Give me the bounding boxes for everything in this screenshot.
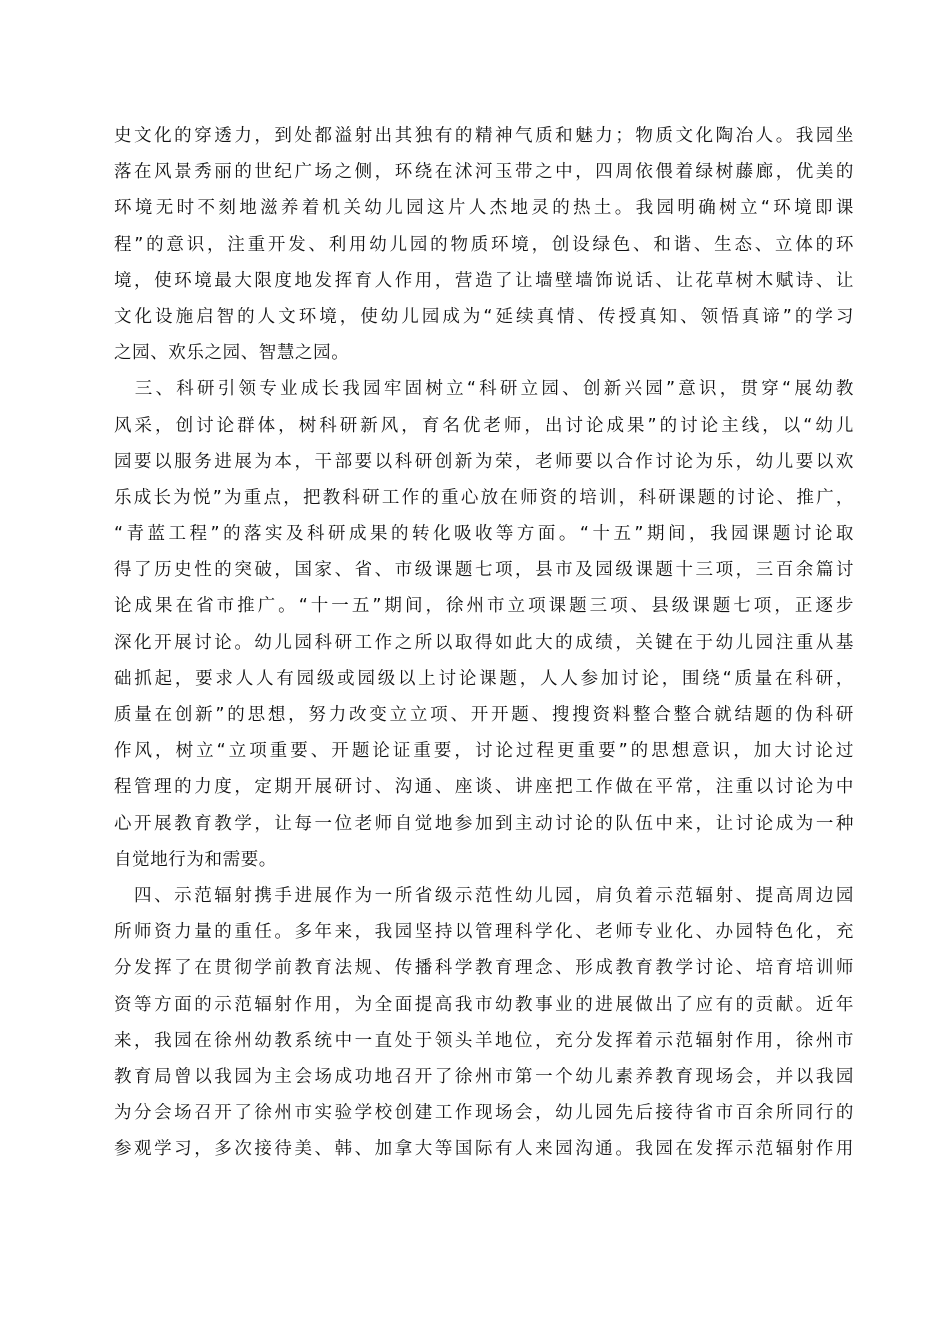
- paragraph-3: [114, 878, 854, 1168]
- text-line: 三、科研引领专业成长我园牢固树立“科研立园、创新兴园”意识，贯穿“展幼教: [114, 379, 854, 400]
- text-line: 自觉地行为和需要。: [114, 849, 277, 870]
- text-line: 程管理的力度，定期开展研讨、沟通、座谈、讲座把工作做在平常，注重以讨论为中: [114, 777, 854, 798]
- text-line: 所师资力量的重任。多年来，我园坚持以管理科学化、老师专业化、办园特色化，充: [114, 922, 854, 943]
- paragraph-2: [114, 371, 854, 878]
- text-line: 四、示范辐射携手进展作为一所省级示范性幼儿园，肩负着示范辐射、提高周边园: [114, 885, 854, 906]
- text-line: 乐成长为悦”为重点，把教科研工作的重心放在师资的培训，科研课题的讨论、推广，: [114, 487, 854, 508]
- text-line: 质量在创新”的思想，努力改变立立项、开开题、搜搜资料整合整合就结题的伪科研: [114, 705, 854, 725]
- text-line: 深化开展讨论。幼儿园科研工作之所以取得如此大的成绩，关键在于幼儿园注重从基: [114, 632, 854, 653]
- text-line: 础抓起，要求人人有园级或园级以上讨论课题，人人参加讨论，围绕“质量在科研，: [114, 668, 854, 689]
- text-line: 落在风景秀丽的世纪广场之侧，环绕在沭河玉带之中，四周依偎着绿树藤廊，优美的: [114, 162, 854, 183]
- text-line: 教育局曾以我园为主会场成功地召开了徐州市第一个幼儿素养教育现场会，并以我园: [114, 1066, 854, 1087]
- text-line: 分发挥了在贯彻学前教育法规、传播科学教育理念、形成教育教学讨论、培育培训师: [114, 958, 854, 979]
- text-line: 得了历史性的突破，国家、省、市级课题七项，县市及园级课题十三项，三百余篇讨: [114, 560, 854, 581]
- text-line: 参观学习，多次接待美、韩、加拿大等国际有人来园沟通。我园在发挥示范辐射作用: [114, 1139, 854, 1160]
- text-line: 环境无时不刻地滋养着机关幼儿园这片人杰地灵的热土。我园明确树立“环境即课: [114, 198, 854, 219]
- text-line: 来，我园在徐州幼教系统中一直处于领头羊地位，充分发挥着示范辐射作用，徐州市: [114, 1030, 854, 1051]
- text-line: 之园、欢乐之园、智慧之园。: [114, 343, 350, 364]
- text-line: 作风，树立“立项重要、开题论证重要，讨论过程更重要”的思想意识，加大讨论过: [114, 741, 854, 762]
- text-line: “青蓝工程”的落实及科研成果的转化吸收等方面。“十五”期间，我园课题讨论取: [114, 524, 854, 545]
- text-line: 园要以服务进展为本，干部要以科研创新为荣，老师要以合作讨论为乐，幼儿要以欢: [114, 451, 854, 472]
- text-line: 心开展教育教学，让每一位老师自觉地参加到主动讨论的队伍中来，让讨论成为一种: [114, 813, 854, 834]
- text-line: 文化设施启智的人文环境，使幼儿园成为“延续真情、传授真知、领悟真谛”的学习: [114, 306, 854, 327]
- text-line: 境，使环境最大限度地发挥育人作用，营造了让墙壁墙饰说话、让花草树木赋诗、让: [114, 270, 854, 291]
- text-line: 资等方面的示范辐射作用，为全面提高我市幼教事业的进展做出了应有的贡献。近年: [114, 994, 854, 1015]
- text-line: 风采，创讨论群体，树科研新风，育名优老师，出讨论成果”的讨论主线，以“幼儿: [114, 415, 854, 436]
- paragraph-1: [114, 118, 854, 371]
- text-line: 论成果在省市推广。“十一五”期间，徐州市立项课题三项、县级课题七项，正逐步: [114, 596, 854, 617]
- text-line: 程”的意识，注重开发、利用幼儿园的物质环境，创设绿色、和谐、生态、立体的环: [114, 234, 854, 255]
- text-line: 为分会场召开了徐州市实验学校创建工作现场会，幼儿园先后接待省市百余所同行的: [114, 1103, 854, 1124]
- text-line: 史文化的穿透力，到处都溢射出其独有的精神气质和魅力；物质文化陶冶人。我园坐: [114, 126, 854, 146]
- document-body: [114, 118, 854, 1167]
